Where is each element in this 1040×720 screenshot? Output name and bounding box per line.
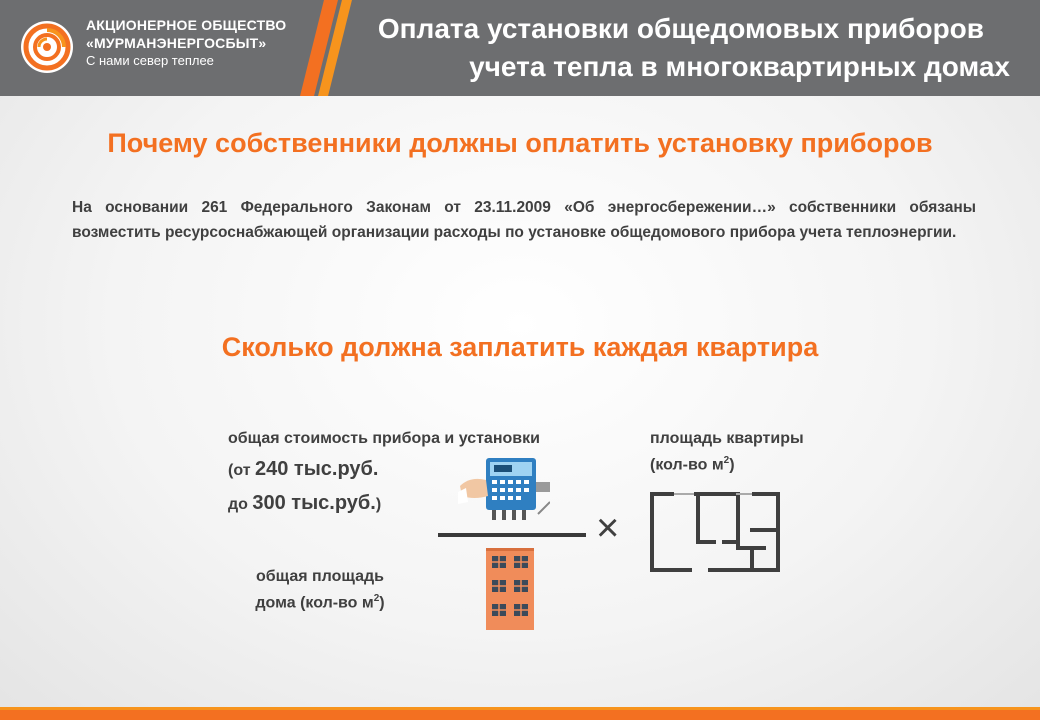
cost-to-prefix: до <box>228 496 253 513</box>
denominator-close: ) <box>379 594 385 612</box>
company-name-line1: АКЦИОНЕРНОЕ ОБЩЕСТВО <box>86 17 287 33</box>
multiplier-sup: 2 <box>723 455 730 466</box>
slide-title-line2: учета тепла в многоквартирных домах <box>469 51 1010 82</box>
section-heading-why: Почему собственники должны оплатить установку приборов <box>107 128 933 158</box>
multiplier-line1: площадь квартиры <box>650 430 804 447</box>
multiply-sign: × <box>596 506 620 550</box>
cost-from-value: 240 тыс.руб. <box>254 458 379 480</box>
denominator-line2 <box>240 588 400 614</box>
cost-to-suffix: ) <box>375 496 382 513</box>
multiplier-line2 <box>650 450 804 476</box>
floorplan-icon <box>648 490 782 574</box>
law-paragraph: На основании 261 Федерального Законам от 23.11.2009 «Об энергосбережении…» собственники обязаны возместить ресурсоснабжающей организации расходы по установке общедомового прибора учета теплоэнергии. <box>72 199 976 241</box>
slide-title <box>370 10 1010 86</box>
denominator-sup: 2 <box>373 593 380 604</box>
heat-meter-icon <box>458 452 550 524</box>
denominator-line1: общая площадь <box>255 568 384 585</box>
multiplier-close: ) <box>729 456 735 474</box>
multiplier-label <box>650 428 804 476</box>
company-name-line2: «МУРМАНЭНЕРГОСБЫТ» <box>86 35 267 51</box>
logo-panel <box>0 0 312 96</box>
company-slogan: С нами север теплее <box>86 53 214 68</box>
numerator-label: общая стоимость прибора и установки <box>228 430 540 447</box>
header-bar <box>0 0 1040 96</box>
cost-to-value: 300 тыс.руб. <box>252 492 376 514</box>
cost-to <box>228 492 381 516</box>
apartment-building-icon <box>486 548 534 630</box>
cost-from-prefix: (от <box>228 462 255 479</box>
company-logo-icon <box>20 20 74 74</box>
fraction-line <box>438 533 586 537</box>
denominator-label <box>240 566 400 614</box>
bottom-stripe <box>0 710 1040 720</box>
denominator-text: дома (кол-во м <box>255 594 374 612</box>
company-name-block <box>86 16 286 70</box>
section-heading-how-much: Сколько должна заплатить каждая квартира <box>221 332 819 362</box>
multiplier-text: (кол-во м <box>650 456 724 474</box>
slide-title-line1: Оплата установки общедомовых приборов <box>377 13 984 44</box>
cost-from <box>228 458 378 482</box>
